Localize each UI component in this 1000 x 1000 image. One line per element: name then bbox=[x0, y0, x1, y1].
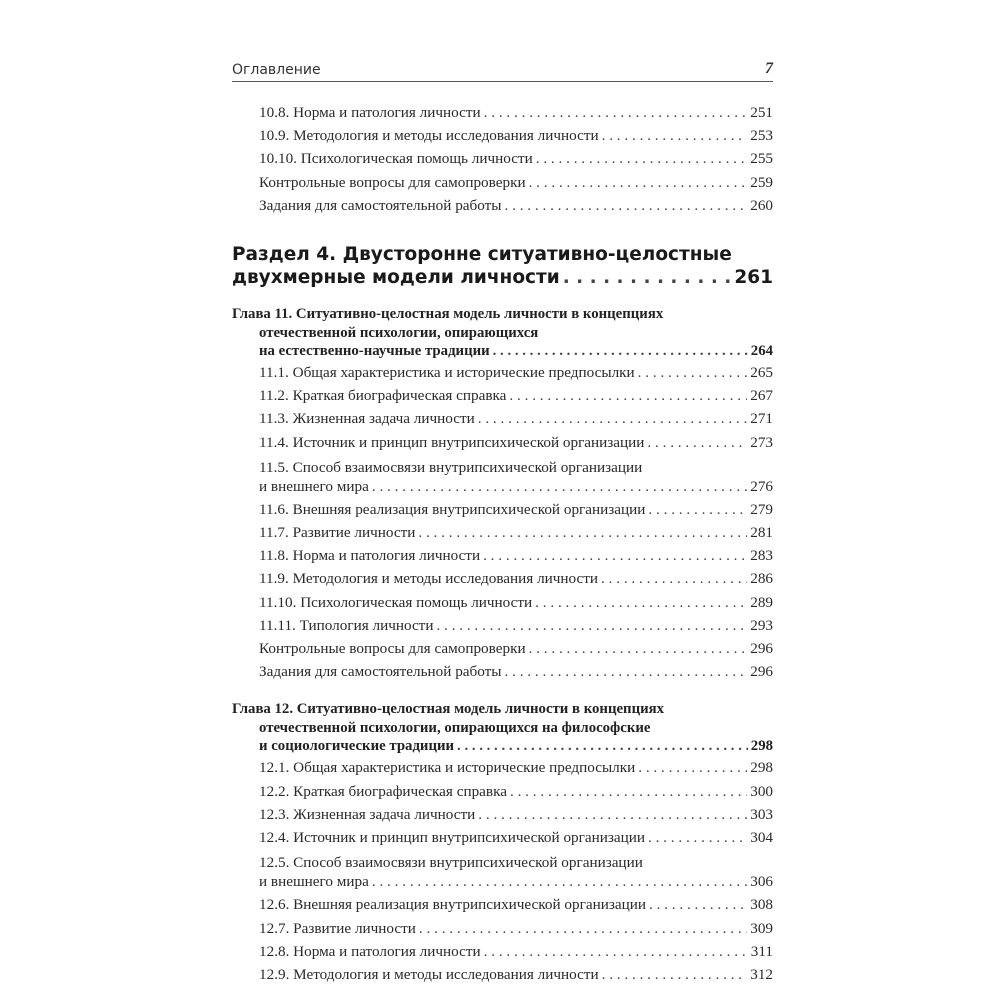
chapter-heading[interactable] bbox=[232, 700, 773, 759]
toc-entry-page: 312 bbox=[750, 965, 773, 983]
toc-entry-title: 11.1. Общая характеристика и исторические предпосылки bbox=[259, 363, 635, 381]
running-head bbox=[232, 58, 773, 82]
toc-entry-page: 260 bbox=[750, 196, 773, 214]
dot-leader bbox=[493, 343, 748, 360]
toc-entry-title: 11.5. Способ взаимосвязи внутрипсихической организации bbox=[259, 458, 643, 476]
dot-leader bbox=[484, 943, 748, 961]
toc-entry-title: 12.1. Общая характеристика и исторические предпосылки bbox=[259, 759, 636, 777]
toc-entry[interactable] bbox=[232, 457, 773, 501]
dot-leader bbox=[602, 127, 748, 145]
dot-leader bbox=[484, 104, 748, 122]
dot-leader bbox=[457, 738, 748, 755]
toc-entry[interactable] bbox=[232, 547, 773, 570]
toc-entry[interactable] bbox=[232, 806, 773, 829]
toc-entry-page: 300 bbox=[750, 782, 773, 800]
chapter-title-line: отечественной психологии, опирающихся на философские bbox=[259, 720, 651, 737]
running-head-title: Оглавление bbox=[232, 62, 321, 78]
toc-entry-title: 11.3. Жизненная задача личности bbox=[259, 410, 475, 428]
toc-entry-title: Задания для самостоятельной работы bbox=[259, 663, 502, 681]
toc-entry-page: 283 bbox=[750, 547, 773, 565]
toc-entry[interactable] bbox=[232, 387, 773, 410]
toc-entry-title: Задания для самостоятельной работы bbox=[259, 196, 502, 214]
toc-entry-title: 12.2. Краткая биографическая справка bbox=[259, 782, 507, 800]
toc-entry-title: 11.6. Внешняя реализация внутрипсихической организации bbox=[259, 500, 646, 518]
toc-entry-title: 12.5. Способ взаимосвязи внутрипсихической организации bbox=[259, 854, 643, 872]
toc-entry-title: 12.8. Норма и патология личности bbox=[259, 942, 481, 960]
toc-entry[interactable] bbox=[232, 759, 773, 782]
toc-entry[interactable] bbox=[232, 663, 773, 686]
toc-entry-page: 255 bbox=[750, 150, 773, 168]
toc-entry-title: 12.7. Развитие личности bbox=[259, 919, 416, 937]
toc-entry-page: 286 bbox=[750, 570, 773, 588]
dot-leader bbox=[638, 364, 748, 382]
toc-entry[interactable] bbox=[232, 150, 773, 173]
toc-entry-page: 279 bbox=[750, 500, 773, 518]
dot-leader bbox=[649, 896, 747, 914]
toc-entry-title: 11.9. Методология и методы исследования личности bbox=[259, 570, 599, 588]
toc-entry-title: 10.9. Методология и методы исследования личности bbox=[259, 127, 599, 145]
dot-leader bbox=[529, 640, 748, 658]
toc-entry[interactable] bbox=[232, 127, 773, 150]
dot-leader bbox=[509, 387, 747, 405]
chapter-title-line: на естественно-научные традиции bbox=[259, 342, 490, 359]
toc-entry-page: 267 bbox=[750, 387, 773, 405]
toc-entry-page: 253 bbox=[750, 127, 773, 145]
toc-entry-title: 12.4. Источник и принцип внутрипсихической организации bbox=[259, 828, 645, 846]
section-title-line: Раздел 4. Двусторонне ситуативно-целостные bbox=[232, 243, 732, 265]
toc-entry-page: 303 bbox=[750, 805, 773, 823]
toc-entry-title: 10.8. Норма и патология личности bbox=[259, 104, 481, 121]
toc-entry-title: и внешнего мира bbox=[259, 477, 369, 495]
toc-entry[interactable] bbox=[232, 104, 773, 127]
toc-entry[interactable] bbox=[232, 570, 773, 593]
toc-entry-page: 304 bbox=[750, 828, 773, 846]
chapter-heading[interactable] bbox=[232, 305, 773, 364]
dot-leader bbox=[638, 759, 747, 777]
book-page bbox=[232, 58, 773, 989]
toc-entry-page: 251 bbox=[750, 104, 773, 121]
page-number: 7 bbox=[765, 60, 773, 77]
toc-entry-title: Контрольные вопросы для самопроверки bbox=[259, 640, 526, 657]
toc-entry-title: 12.9. Методология и методы исследования личности bbox=[259, 965, 599, 983]
toc-entry[interactable] bbox=[232, 852, 773, 896]
chapter-title-line: Глава 11. Ситуативно-целостная модель личности в концепциях bbox=[232, 305, 664, 322]
toc-entry-title: 12.3. Жизненная задача личности bbox=[259, 805, 476, 823]
toc-entry-page: 296 bbox=[750, 640, 773, 657]
dot-leader bbox=[436, 617, 747, 635]
toc-entry[interactable] bbox=[232, 594, 773, 617]
toc-entry-title: 11.2. Краткая биографическая справка bbox=[259, 387, 507, 405]
dot-leader bbox=[602, 966, 748, 984]
toc-entry-page: 259 bbox=[750, 173, 773, 191]
toc-entry-page: 306 bbox=[750, 873, 773, 891]
toc-entry-title: Контрольные вопросы для самопроверки bbox=[259, 173, 526, 191]
dot-leader bbox=[601, 570, 747, 588]
toc-entry[interactable] bbox=[232, 410, 773, 433]
toc-entry-title: и внешнего мира bbox=[259, 873, 369, 891]
toc-entry-title: 12.6. Внешняя реализация внутрипсихической организации bbox=[259, 896, 646, 914]
toc-entry-page: 265 bbox=[750, 363, 773, 381]
toc-entry[interactable] bbox=[232, 197, 773, 220]
chapter-page: 298 bbox=[750, 738, 773, 755]
section-heading[interactable] bbox=[232, 242, 773, 293]
chapter-title-line: отечественной психологии, опирающихся bbox=[259, 324, 539, 341]
toc-entry-title: 11.7. Развитие личности bbox=[259, 524, 416, 542]
toc-entry[interactable] bbox=[232, 920, 773, 943]
dot-leader bbox=[510, 783, 747, 801]
dot-leader bbox=[536, 150, 748, 168]
dot-leader bbox=[647, 434, 747, 452]
dot-leader bbox=[483, 547, 747, 565]
dot-leader bbox=[418, 524, 747, 542]
toc-entry[interactable] bbox=[232, 617, 773, 640]
toc-entry-page: 273 bbox=[750, 433, 773, 451]
toc-entry[interactable] bbox=[232, 174, 773, 197]
toc-entry[interactable] bbox=[232, 966, 773, 989]
dot-leader bbox=[505, 663, 748, 681]
toc-entry-page: 289 bbox=[750, 593, 773, 611]
dot-leader bbox=[648, 501, 747, 519]
toc-entry-page: 309 bbox=[750, 919, 773, 937]
toc-entry[interactable] bbox=[232, 640, 773, 663]
toc-entry[interactable] bbox=[232, 943, 773, 966]
toc-entry-page: 311 bbox=[750, 942, 773, 960]
toc-entry[interactable] bbox=[232, 501, 773, 524]
dot-leader bbox=[563, 267, 732, 288]
dot-leader bbox=[478, 806, 747, 824]
toc-entry[interactable] bbox=[232, 896, 773, 919]
dot-leader bbox=[478, 410, 748, 428]
toc-entry-title: 11.8. Норма и патология личности bbox=[259, 547, 481, 565]
dot-leader bbox=[535, 594, 747, 612]
toc-entry-page: 296 bbox=[750, 663, 773, 681]
dot-leader bbox=[648, 829, 747, 847]
toc-entry-title: 11.4. Источник и принцип внутрипсихической организации bbox=[259, 433, 645, 451]
chapter-title-line: и социологические традиции bbox=[259, 738, 455, 755]
dot-leader bbox=[419, 920, 747, 938]
dot-leader bbox=[529, 174, 748, 192]
dot-leader bbox=[372, 873, 747, 891]
toc-entry-page: 298 bbox=[750, 759, 773, 777]
toc-entry-page: 281 bbox=[750, 524, 773, 542]
toc-entry-page: 276 bbox=[750, 477, 773, 495]
section-page: 261 bbox=[734, 266, 773, 288]
chapter-page: 264 bbox=[750, 342, 773, 359]
toc-entry-page: 293 bbox=[750, 616, 773, 634]
dot-leader bbox=[505, 197, 748, 215]
section-title-line: двухмерные модели личности bbox=[232, 266, 560, 288]
toc-entry[interactable] bbox=[232, 364, 773, 387]
toc-entry-page: 308 bbox=[750, 896, 773, 914]
toc-entry-page: 271 bbox=[750, 410, 773, 428]
toc-entry-title: 11.11. Типология личности bbox=[259, 616, 434, 634]
toc-entry-title: 10.10. Психологическая помощь личности bbox=[259, 150, 533, 168]
toc-entry[interactable] bbox=[232, 783, 773, 806]
table-of-contents bbox=[232, 104, 773, 989]
chapter-title-line: Глава 12. Ситуативно-целостная модель личности в концепциях bbox=[232, 701, 665, 718]
dot-leader bbox=[372, 478, 747, 496]
toc-entry[interactable] bbox=[232, 434, 773, 457]
toc-entry-title: 11.10. Психологическая помощь личности bbox=[259, 593, 533, 611]
toc-entry[interactable] bbox=[232, 524, 773, 547]
toc-entry[interactable] bbox=[232, 829, 773, 852]
